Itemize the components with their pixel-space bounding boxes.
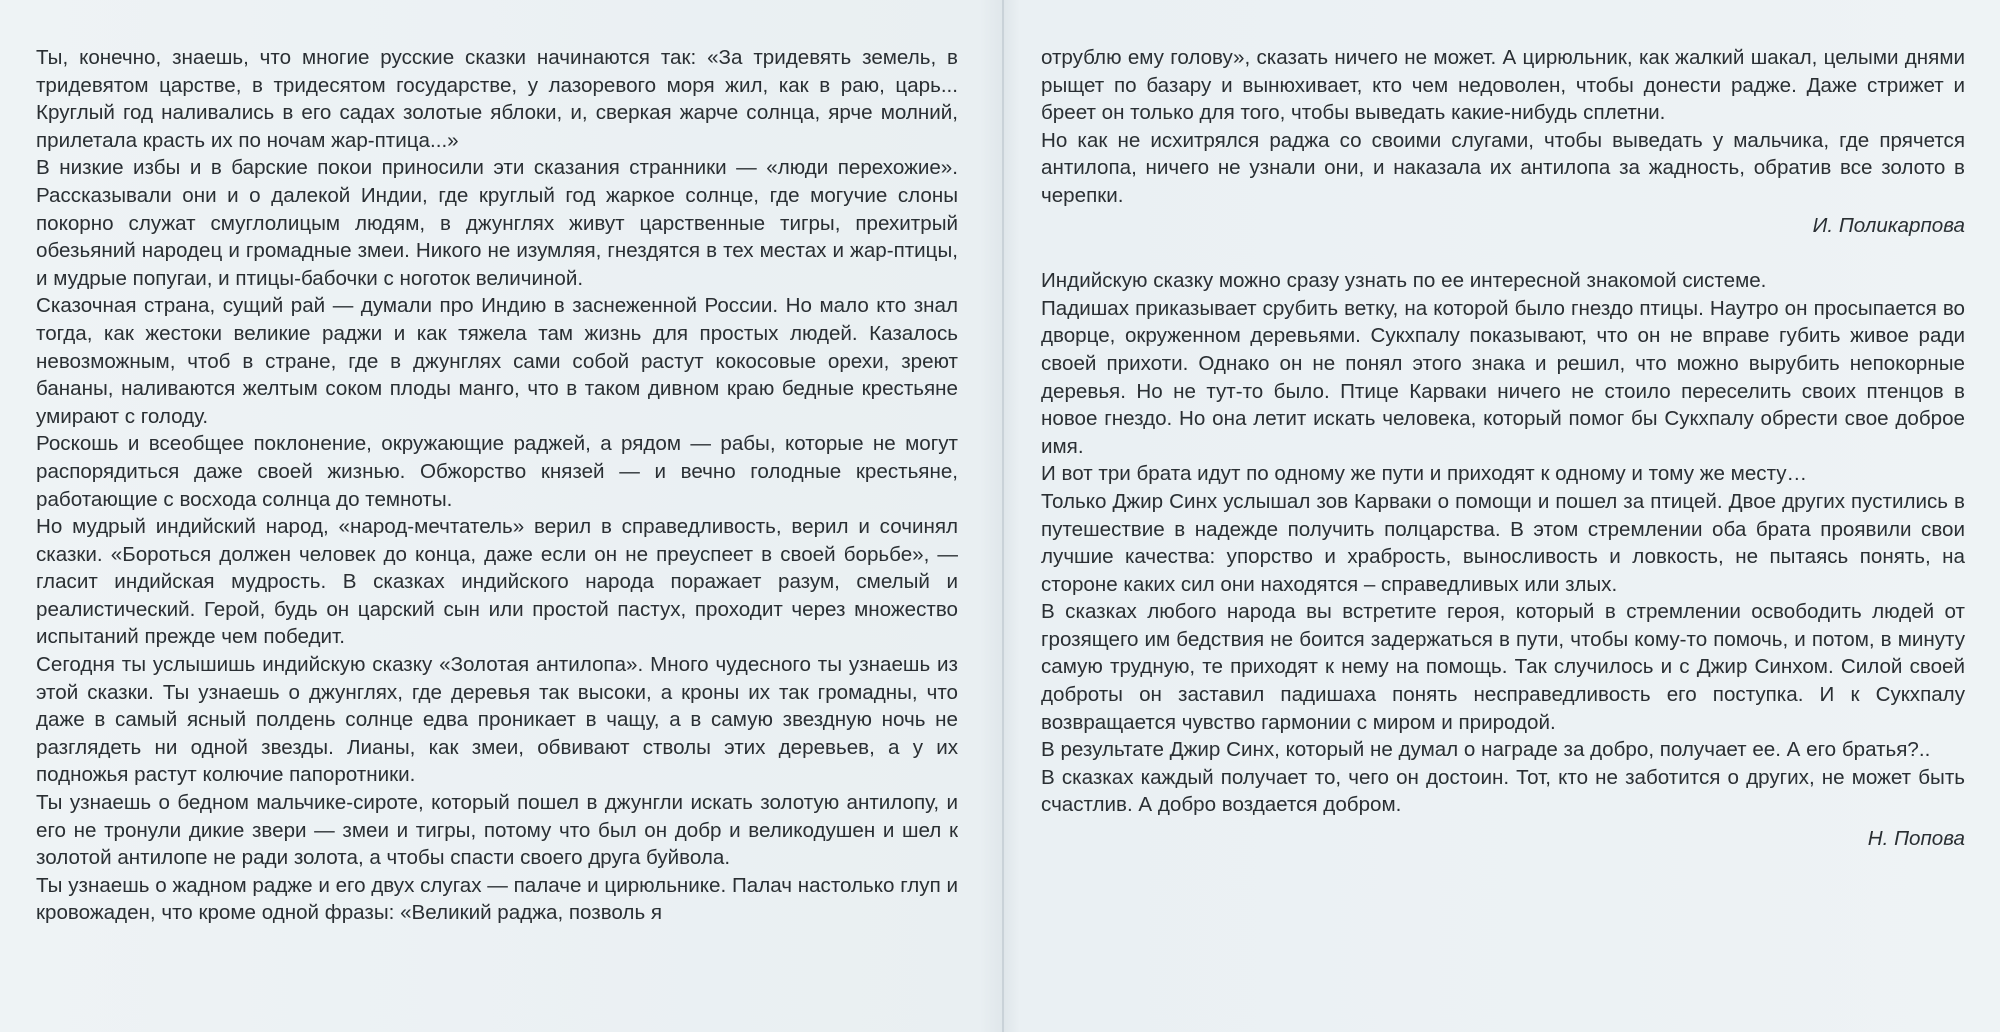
paragraph: В результате Джир Синх, который не думал о награде за добро, получает ее. А его братья?.. (1041, 738, 1931, 762)
paragraph: Ты, конечно, знаешь, что многие русские сказки начинаются так: «За тридевять земель, в тридевятом царстве, в тридесятом государстве, у лазоревого моря жил, как в раю, царь... Круглый год наливались в его садах золотые яблоки, и, сверкая жарче солнца, ярче молний, прилетала красть их по ночам жар-птица...» (36, 46, 958, 152)
paragraph: Индийскую сказку можно сразу узнать по ее интересной знакомой системе. (1041, 269, 1767, 293)
paragraph: Сказочная страна, сущий рай — думали про Индию в заснеженной России. Но мало кто знал тогда, как жестоки великие раджи и как тяжела там жизнь для простых людей. Казалось невозможным, чтоб в стране, где в джунглях сами собой растут кокосовые орехи, зреют бананы, наливаются желтым соком плоды манго, что в таком дивном краю бедные крестьяне умирают с голоду. (36, 294, 958, 428)
paragraph: Ты узнаешь о бедном мальчике-сироте, который пошел в джунгли искать золотую антилопу, и его не тронули дикие звери — змеи и тигры, потому что был он добр и великодушен и шел к золотой антилопе не ради золота, а чтобы спасти своего друга буйвола. (36, 791, 958, 870)
paragraph: В сказках любого народа вы встретите героя, который в стремлении освободить людей от грозящего им бедствия не боится задержаться в пути, чтобы кому-то помочь, и потом, в минуту самую трудную, те приходят к нему на помощь. Так случилось и с Джир Синхом. Силой своей доброты он заставил падишаха понять несправедливость его поступка. И к Сукхпалу возвращается чувство гармонии с миром и природой. (1041, 600, 1965, 734)
paragraph: отрублю ему голову», сказать ничего не может. А цирюльник, как жалкий шакал, целыми днями рыщет по базару и вынюхивает, кто чем недоволен, чтобы донести радже. Даже стрижет и бреет он только для того, чтобы выведать какие-нибудь сплетни. (1041, 46, 1965, 125)
paragraph: И вот три брата идут по одному же пути и приходят к одному и тому же месту… (1041, 462, 1808, 486)
paragraph: Роскошь и всеобщее поклонение, окружающие раджей, а рядом — рабы, которые не могут распорядиться даже своей жизнью. Обжорство князей — и вечно голодные крестьяне, работающие с восхода солнца до темноты. (36, 432, 958, 511)
paragraph: В низкие избы и в барские покои приносили эти сказания странники — «люди перехожие». Рассказывали они и о далекой Индии, где круглый год жаркое солнце, где могучие слоны покорно служат смуглолицым людям, в джунглях живут царственные тигры, прехитрый обезьяний народец и громадные змеи. Никого не изумляя, гнездятся в тех местах и жар-птицы, и мудрые попугаи, и птицы-бабочки с ноготок величиной. (36, 156, 958, 290)
paragraph: Падишах приказывает срубить ветку, на которой было гнездо птицы. Наутро он просыпается во дворце, окруженном деревьями. Сукхпалу показывают, что он не вправе губить живое ради своей прихоти. Однако он не понял этого знака и решил, что можно вырубить непокорные деревья. Но не тут-то было. Птице Карваки ничего не стоило переселить своих птенцов в новое гнездо. Но она летит искать человека, который помог бы Сукхпалу обрести свое доброе имя. (1041, 296, 1965, 458)
paragraph: Но как не исхитрялся раджа со своими слугами, чтобы выведать у мальчика, где прячется антилопа, ничего не узнали они, и наказала их антилопа за жадность, обратив все золото в черепки. (1041, 128, 1965, 207)
paragraph: Только Джир Синх услышал зов Карваки о помощи и пошел за птицей. Двое других пустились в путешествие в надежде получить полцарства. В этом стремлении оба брата проявили свои лучшие качества: упорство и храбрость, выносливость и ловкость, не пытаясь понять, на стороне каких сил они находятся – справедливых или злых. (1041, 489, 1965, 596)
author-signature: Н. Попова (1867, 827, 1965, 851)
section-spacer (1041, 239, 1965, 267)
right-page (1041, 44, 1965, 853)
paragraph: В сказках каждый получает то, чего он достоин. Тот, кто не заботится о других, не может быть счастлив. А добро воздается добром. (1041, 765, 1965, 817)
left-page (36, 44, 958, 927)
paragraph: Но мудрый индийский народ, «народ-мечтатель» верил в справедливость, верил и сочинял сказки. «Бороться должен человек до конца, даже если он не преуспеет в своей борьбе», — гласит индийская мудрость. В сказках индийского народа поражает разум, смелый и реалистический. Герой, будь он царский сын или простой пастух, проходит через множество испытаний прежде чем победит. (36, 515, 958, 649)
author-signature: И. Поликарпова (1812, 213, 1965, 237)
page-fold (1002, 0, 1004, 1032)
paragraph: Сегодня ты услышишь индийскую сказку «Золотая антилопа». Много чудесного ты узнаешь из этой сказки. Ты узнаешь о джунглях, где деревья так высоки, а кроны их так громадны, что даже в самый ясный полдень солнце едва проникает в чащу, а в самую звездную ночь не разглядеть ни одной звезды. Лианы, как змеи, обвивают стволы этих деревьев, а у их подножья растут колючие папоротники. (36, 653, 958, 787)
paragraph: Ты узнаешь о жадном радже и его двух слугах — палаче и цирюльнике. Палач настолько глуп и кровожаден, что кроме одной фразы: «Великий раджа, позволь я (36, 873, 958, 925)
